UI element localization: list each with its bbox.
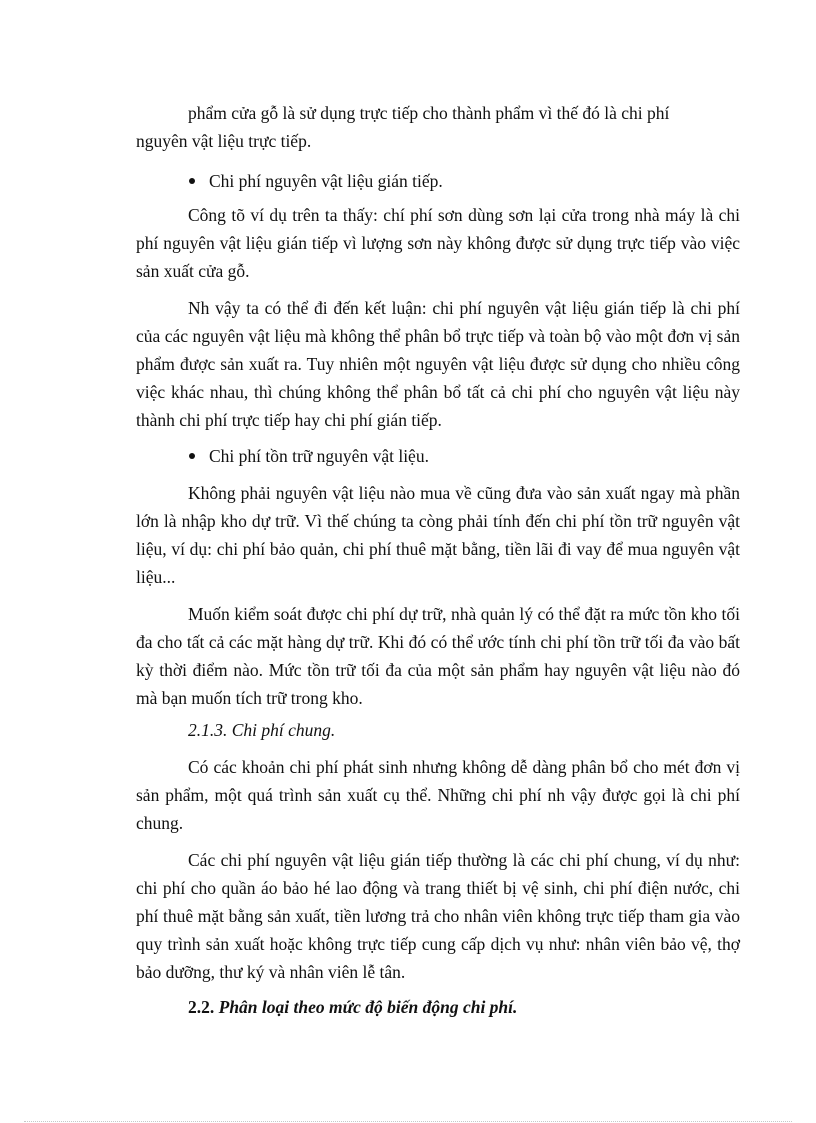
- section-heading: 2.1.3. Chi phí chung.: [188, 720, 336, 740]
- paragraph: Công tõ ví dụ trên ta thấy: chí phí sơn dùng sơn lại cửa trong nhà máy là chi phí nguyên vật liệu gián tiếp vì lượng sơn này không được sử dụng trực tiếp vào việc sản xuất cửa gỗ.: [136, 205, 740, 281]
- body-paragraphs: [136, 479, 740, 712]
- section-heading-2-2: [136, 993, 740, 1021]
- bullet-text: Chi phí nguyên vật liệu gián tiếp.: [209, 171, 443, 191]
- page-bottom-rule: [24, 1121, 792, 1122]
- bullet-text: Chi phí tồn trữ nguyên vật liệu.: [209, 446, 429, 466]
- paragraph-line: nguyên vật liệu trực tiếp.: [136, 131, 312, 151]
- paragraph-line: phẩm cửa gỗ là sử dụng trực tiếp cho thành phẩm vì thế đó là chi phí: [188, 103, 670, 123]
- section-title: Phân loại theo mức độ biến động chi phí.: [218, 997, 518, 1017]
- paragraph-continuation: [136, 99, 740, 155]
- body-paragraphs: [136, 201, 740, 434]
- section-number: 2.2.: [188, 997, 215, 1017]
- bullet-icon: [189, 453, 195, 459]
- section-heading-2-1-3: [136, 716, 740, 744]
- bullet-item: [136, 442, 740, 470]
- bullet-item: [136, 167, 740, 195]
- paragraph: Có các khoản chi phí phát sinh nhưng không dễ dàng phân bổ cho mét đơn vị sản phẩm, một quá trình sản xuất cụ thể. Những chi phí nh vậy được gọi là chi phí chung.: [136, 757, 740, 833]
- paragraph: Không phải nguyên vật liệu nào mua về cũng đưa vào sản xuất ngay mà phần lớn là nhập kho dự trữ. Vì thế chúng ta còng phải tính đến chi phí tồn trữ nguyên vật liệu, ví dụ: chi phí bảo quản, chi phí thuê mặt bằng, tiền lãi đi vay để mua nguyên vật liệu...: [136, 483, 740, 587]
- paragraph: Muốn kiểm soát được chi phí dự trữ, nhà quản lý có thể đặt ra mức tồn kho tối đa cho tất cả các mặt hàng dự trữ. Khi đó có thể ước tính chi phí tồn trữ tối đa vào bất kỳ thời điểm nào. Mức tồn trữ tối đa của một sản phẩm hay nguyên vật liệu nào đó mà bạn muốn tích trữ trong kho.: [136, 604, 740, 708]
- bullet-icon: [189, 178, 195, 184]
- paragraph: Các chi phí nguyên vật liệu gián tiếp thường là các chi phí chung, ví dụ như: chi phí cho quần áo bảo hé lao động và trang thiết bị vệ sinh, chi phí điện nước, chi phí thuê mặt bằng sản xuất, tiền lương trả cho nhân viên không trực tiếp tham gia vào quy trình sản xuất hoặc không trực tiếp cung cấp dịch vụ như: nhân viên bảo vệ, thợ bảo dưỡng, thư ký và nhân viên lễ tân.: [136, 850, 740, 982]
- body-paragraphs: [136, 753, 740, 986]
- paragraph: Nh vậy ta có thể đi đến kết luận: chi phí nguyên vật liệu gián tiếp là chi phí của các nguyên vật liệu mà không thể phân bổ trực tiếp và toàn bộ vào một đơn vị sản phẩm được sản xuất ra. Tuy nhiên một nguyên vật liệu được sử dụng cho nhiều công việc khác nhau, thì chúng không thể phân bổ tất cả chi phí cho nguyên vật liệu này thành chi phí trực tiếp hay chi phí gián tiếp.: [136, 298, 740, 430]
